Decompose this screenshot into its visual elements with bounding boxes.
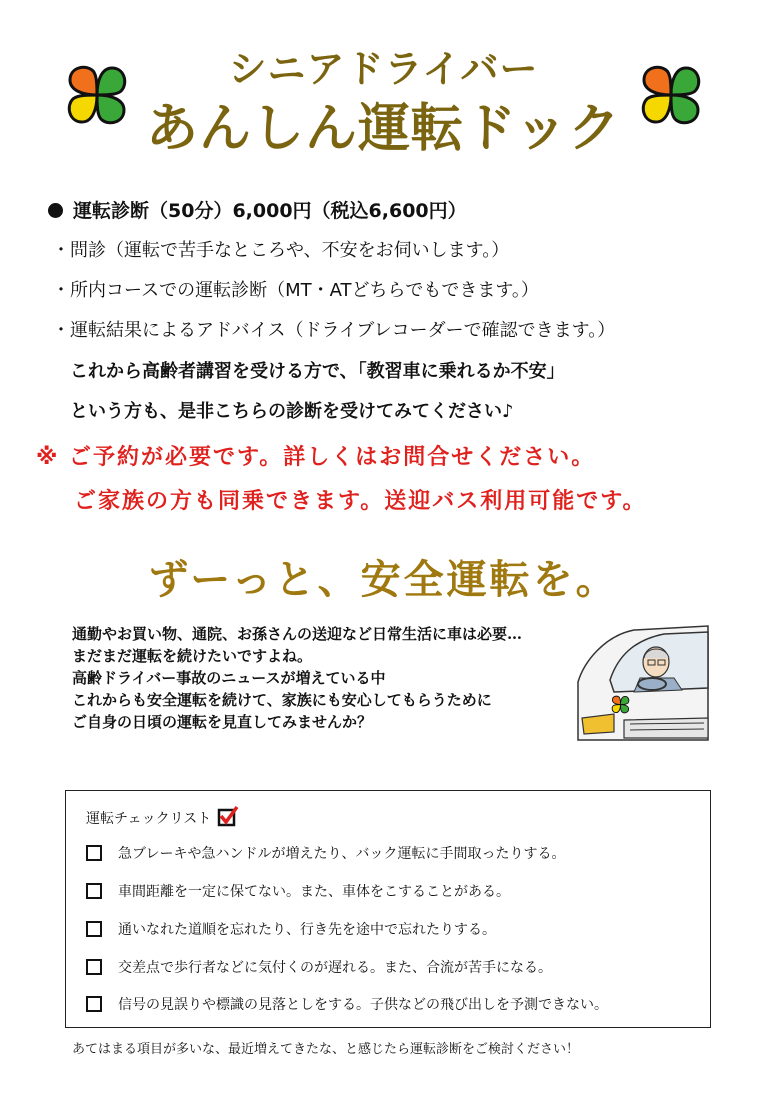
diagnosis-bullet: ・問診（運転で苦手なところや、不安をお伺いします。） <box>52 240 510 261</box>
checklist-title-text: 運転チェックリスト <box>86 811 212 827</box>
senior-driver-car-icon <box>574 622 710 742</box>
checklist-item-label: 交差点で歩行者などに気付くのが遅れる。また、合流が苦手になる。 <box>118 960 552 976</box>
checklist-item-label: 車間距離を一定に保てない。また、車体をこすることがある。 <box>118 884 510 900</box>
checklist-item[interactable] <box>86 919 496 939</box>
checklist-item[interactable] <box>86 994 608 1014</box>
family-notice: ご家族の方も同乗できます。送迎バス利用可能です。 <box>74 489 647 514</box>
checkbox[interactable] <box>86 996 102 1012</box>
checklist-item-label: 通いなれた道順を忘れたり、行き先を途中で忘れたりする。 <box>118 922 496 938</box>
checkbox[interactable] <box>86 845 102 861</box>
checklist-item[interactable] <box>86 843 565 863</box>
checklist-item[interactable] <box>86 957 552 977</box>
diagnosis-bullet: ・所内コースでの運転診断（MT・ATどちらでもできます。） <box>52 280 539 301</box>
promo-text: という方も、是非こちらの診断を受けてみてください♪ <box>70 401 514 422</box>
checklist-item-label: 信号の見誤りや標識の見落としをする。子供などの飛び出しを予測できない。 <box>118 997 608 1013</box>
checklist-title <box>86 805 239 828</box>
driving-checklist <box>65 790 711 1028</box>
footer-note: あてはまる項目が多いな、最近増えてきたな、と感じたら運転診断をご検討ください！ <box>72 1042 580 1057</box>
bullet-dot-icon <box>48 203 63 218</box>
intro-line: ご自身の日頃の運転を見直してみませんか？ <box>72 713 373 731</box>
reservation-notice: ※ ご予約が必要です。詳しくはお問合せください。 <box>36 445 596 470</box>
intro-line: これからも安全運転を続けて、家族にも安心してもらうために <box>72 691 492 709</box>
checkbox[interactable] <box>86 921 102 937</box>
checkbox[interactable] <box>86 883 102 899</box>
checklist-item[interactable] <box>86 881 510 901</box>
promo-text: これから高齢者講習を受ける方で、「教習車に乗れるか不安」 <box>70 361 565 382</box>
headline: ずーっと、安全運転を。 <box>148 556 619 603</box>
checkbox[interactable] <box>86 959 102 975</box>
diagnosis-price-text: 運転診断（50分）6,000円（税込6,600円） <box>73 200 467 222</box>
intro-line: まだまだ運転を続けたいですよね。 <box>72 647 313 665</box>
intro-paragraph <box>72 623 522 733</box>
checklist-item-label: 急ブレーキや急ハンドルが増えたり、バック運転に手間取ったりする。 <box>118 846 566 862</box>
checkbox-checked-icon <box>217 805 239 827</box>
intro-line: 高齢ドライバー事故のニュースが増えている中 <box>72 669 386 687</box>
diagnosis-price <box>48 196 467 223</box>
page-subtitle: シニアドライバー <box>228 47 539 91</box>
intro-line: 通勤やお買い物、通院、お孫さんの送迎など日常生活に車は必要… <box>72 625 523 643</box>
diagnosis-bullet: ・運転結果によるアドバイス（ドライブレコーダーで確認できます。） <box>52 320 616 341</box>
page-title: あんしん運転ドック <box>146 99 621 159</box>
